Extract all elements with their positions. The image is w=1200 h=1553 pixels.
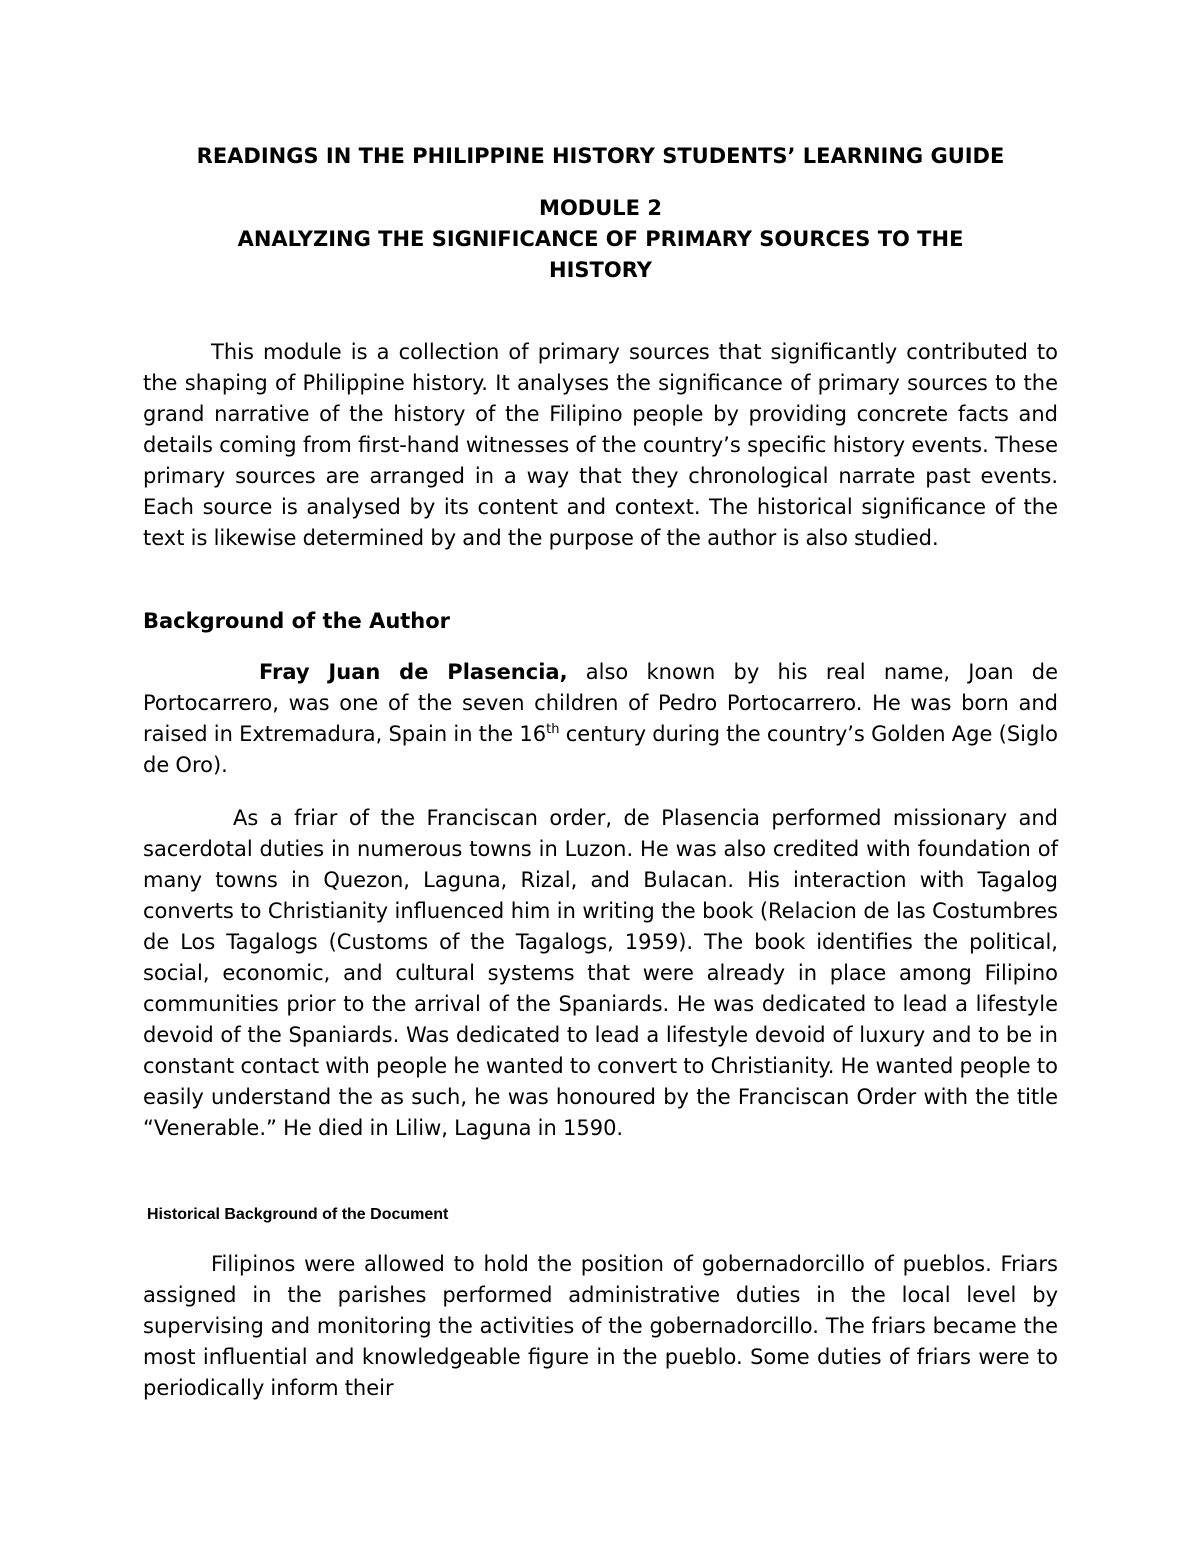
author-paragraph-1-text-a: also known by his real name, Joan de Portocarrero, was one of the seven children of Pedro Portocarrero. He was born and raised in Extremadura, Spain in the 16 [143,660,1058,746]
author-paragraph-2: As a friar of the Franciscan order, de Plasencia performed missionary and sacerdotal duties in numerous towns in Luzon. He was also credited with foundation of many towns in Quezon, Laguna, Rizal, and Bulacan. His interaction with Tagalog converts to Christianity influenced him in writing the book (Relacion de las Costumbres de Los Tagalogs (Customs of the Tagalogs, 1959). The book identifies the political, social, economic, and cultural systems that were already in place among Filipino communities prior to the arrival of the Spaniards. He was dedicated to lead a lifestyle devoid of the Spaniards. Was dedicated to lead a lifestyle devoid of luxury and to be in constant contact with people he wanted to convert to Christianity. He wanted people to easily understand the as such, he was honoured by the Franciscan Order with the title “Venerable.” He died in Liliw, Laguna in 1590. [143,806,1058,1140]
author-section-heading: Background of the Author [143,609,451,633]
document-section-heading: Historical Background of the Document [147,1206,449,1223]
module-number: MODULE 2 [539,196,662,220]
document-title: READINGS IN THE PHILIPPINE HISTORY STUDENTS’ LEARNING GUIDE [196,144,1005,168]
century-ordinal: th [546,722,560,737]
author-paragraph-1 [143,657,1058,781]
author-name: Fray Juan de Plasencia, [259,660,568,684]
document-paragraph-1: Filipinos were allowed to hold the position of gobernadorcillo of pueblos. Friars assigned in the parishes performed administrative duties in the local level by supervising and monitoring the activities of the gobernadorcillo. The friars became the most influential and knowledgeable figure in the pueblo. Some duties of friars were to periodically inform their [143,1252,1058,1400]
module-subtitle-line1: ANALYZING THE SIGNIFICANCE OF PRIMARY SOURCES TO THE [237,227,964,251]
module-subtitle-line2: HISTORY [549,258,652,282]
author-paragraph-1-text-b: century during the country’s Golden Age (Siglo de Oro). [143,722,1059,777]
intro-paragraph: This module is a collection of primary sources that significantly contributed to the shaping of Philippine history. It analyses the significance of primary sources to the grand narrative of the history of the Filipino people by providing concrete facts and details coming from first-hand witnesses of the country’s specific history events. These primary sources are arranged in a way that they chronological narrate past events. Each source is analysed by its content and context. The historical significance of the text is likewise determined by and the purpose of the author is also studied. [143,340,1058,550]
